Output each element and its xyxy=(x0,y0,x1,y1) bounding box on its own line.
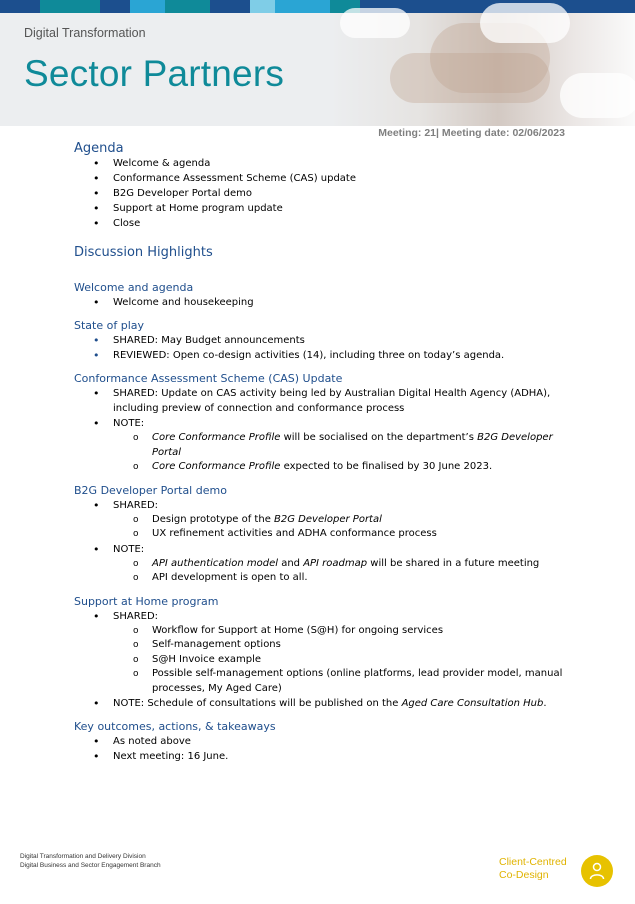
cas-list xyxy=(93,386,574,475)
state-of-play-list xyxy=(93,333,574,363)
shared-label: SHARED: xyxy=(113,610,159,622)
page-header xyxy=(0,0,635,126)
badge-line-2: Co-Design xyxy=(499,869,549,881)
agenda-heading: Agenda xyxy=(74,141,124,156)
list-item: • SHARED: May Budget announcements xyxy=(93,333,574,348)
sah-list xyxy=(93,609,574,712)
list-item: • NOTE: Schedule of consultations will be published on the Aged Care Consultation Hub. xyxy=(93,696,574,711)
list-item xyxy=(93,542,574,586)
sub-item: o Self-management options xyxy=(133,638,574,653)
footer-division xyxy=(20,853,161,870)
list-item xyxy=(93,416,574,475)
state-of-play-heading: State of play xyxy=(74,319,145,332)
agenda-item: • Conformance Assessment Scheme (CAS) update xyxy=(93,171,574,186)
list-item xyxy=(93,609,574,697)
agenda-item: • Close xyxy=(93,216,574,231)
sah-heading: Support at Home program xyxy=(74,594,219,608)
minutes-body xyxy=(74,141,574,764)
footer-badge-label xyxy=(499,856,567,882)
agenda-item: • Welcome & agenda xyxy=(93,156,574,171)
b2g-shared-sublist xyxy=(133,513,574,542)
division-name: Digital Transformation and Delivery Division xyxy=(20,853,146,860)
cas-heading: Conformance Assessment Scheme (CAS) Update xyxy=(74,372,343,385)
sub-item: o Core Conformance Profile will be socialised on the department’s B2G Developer Portal xyxy=(133,431,574,460)
cas-note-sublist xyxy=(133,431,574,475)
outcomes-list xyxy=(93,734,574,764)
list-item: • SHARED: Update on CAS activity being led by Australian Digital Health Agency (ADHA), including preview of connection and conformance process xyxy=(93,386,574,416)
meeting-info: Meeting: 21| Meeting date: 02/06/2023 xyxy=(378,127,565,139)
sah-shared-sublist xyxy=(133,624,574,697)
sub-item: o Possible self-management options (online platforms, lead provider model, manual processes, My Aged Care) xyxy=(133,667,574,696)
sub-item: o S@H Invoice example xyxy=(133,653,574,668)
list-item: • Next meeting: 16 June. xyxy=(93,749,574,764)
b2g-list xyxy=(93,498,574,586)
sub-item: o Workflow for Support at Home (S@H) for ongoing services xyxy=(133,624,574,639)
list-item: • REVIEWED: Open co-design activities (14), including three on today’s agenda. xyxy=(93,348,574,363)
hands-together-photo xyxy=(330,13,635,126)
badge-line-1: Client-Centred xyxy=(499,856,567,868)
sub-item: o Core Conformance Profile expected to be finalised by 30 June 2023. xyxy=(133,460,574,475)
shared-label: SHARED: xyxy=(113,499,159,511)
b2g-heading: B2G Developer Portal demo xyxy=(74,483,227,497)
sub-item: o API development is open to all. xyxy=(133,571,574,586)
person-icon xyxy=(581,855,613,887)
outcomes-heading: Key outcomes, actions, & takeaways xyxy=(74,720,276,733)
list-item: • Welcome and housekeeping xyxy=(93,295,574,310)
b2g-note-sublist xyxy=(133,557,574,586)
agenda-item: • B2G Developer Portal demo xyxy=(93,186,574,201)
branch-name: Digital Business and Sector Engagement Branch xyxy=(20,861,161,869)
list-item xyxy=(93,498,574,542)
note-label: NOTE: xyxy=(113,418,145,429)
welcome-heading: Welcome and agenda xyxy=(74,281,194,294)
agenda-item: • Support at Home program update xyxy=(93,201,574,216)
discussion-heading: Discussion Highlights xyxy=(74,245,213,260)
sub-item: o UX refinement activities and ADHA conformance process xyxy=(133,527,574,542)
list-item: • As noted above xyxy=(93,734,574,749)
page-title: Sector Partners xyxy=(24,53,285,94)
agenda-list xyxy=(93,156,574,231)
note-label: NOTE: xyxy=(113,543,145,555)
sub-item: o API authentication model and API roadmap will be shared in a future meeting xyxy=(133,557,574,572)
sub-item: o Design prototype of the B2G Developer Portal xyxy=(133,513,574,528)
welcome-list xyxy=(93,295,574,310)
header-kicker: Digital Transformation xyxy=(24,26,146,40)
